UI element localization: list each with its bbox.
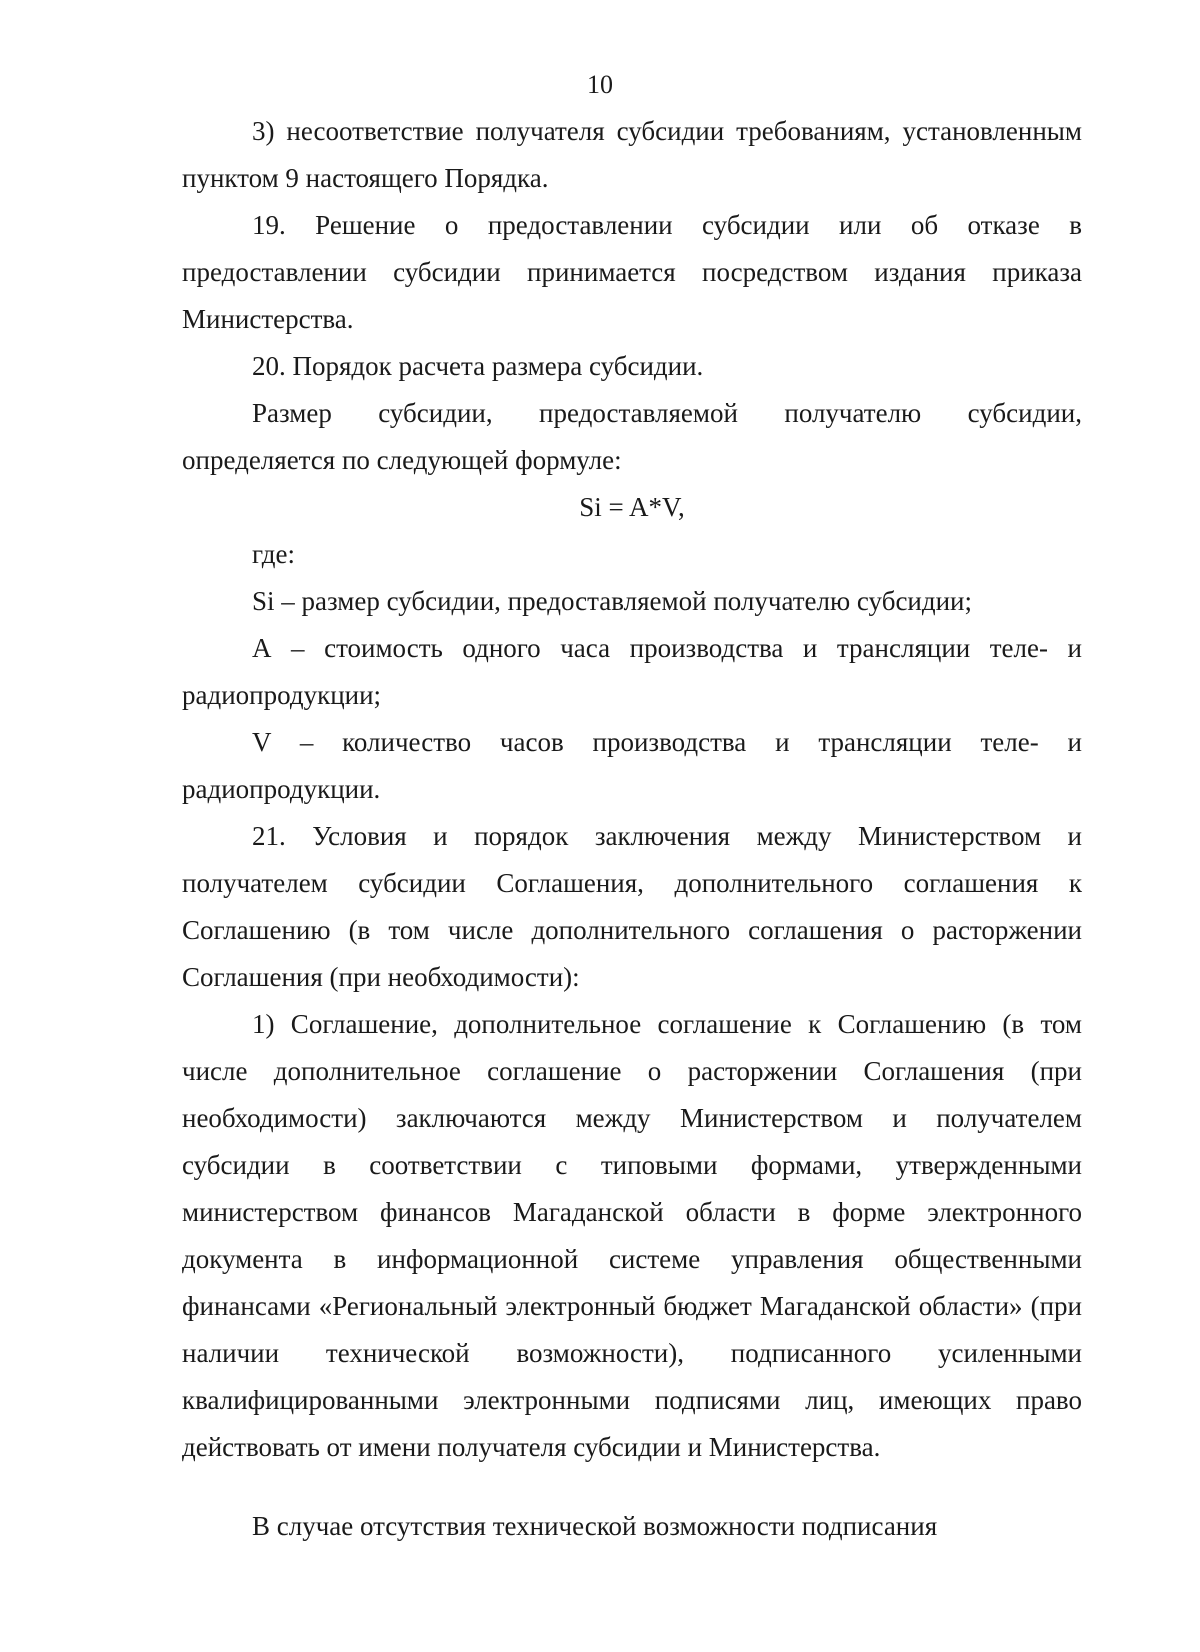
document-body: [182, 108, 1082, 1550]
definition-a: А – стоимость одного часа производства и трансляции теле- и радиопродукции;: [182, 633, 1082, 710]
definition-si: Si – размер субсидии, предоставляемой получателю субсидии;: [252, 586, 973, 616]
paragraph-item-3: 3) несоответствие получателя субсидии требованиям, установленным пунктом 9 настоящего Порядка.: [182, 116, 1082, 193]
paragraph-20: 20. Порядок расчета размера субсидии.: [252, 351, 704, 381]
paragraph-last: В случае отсутствия технической возможности подписания: [252, 1511, 938, 1541]
page-number: 10: [587, 70, 613, 99]
paragraph-19: 19. Решение о предоставлении субсидии или об отказе в предоставлении субсидии принимается посредством издания приказа Министерства.: [182, 210, 1082, 334]
paragraph-gap: [182, 1471, 1082, 1503]
formula: Si = A*V,: [579, 492, 685, 522]
paragraph-21: 21. Условия и порядок заключения между Министерством и получателем субсидии Соглашения, дополнительного соглашения к Соглашению (в том числе дополнительного соглашения о расторжении Соглашения (при необходимости):: [182, 821, 1082, 992]
definition-v: V – количество часов производства и трансляции теле- и радиопродукции.: [182, 727, 1082, 804]
paragraph-21-item-1: 1) Соглашение, дополнительное соглашение к Соглашению (в том числе дополнительное соглашение о расторжении Соглашения (при необходимости) заключаются между Министерством и получателем субсидии в соответствии с типовыми формами, утвержденными министерством финансов Магаданской области в форме электронного документа в информационной системе управления общественными финансами «Региональный электронный бюджет Магаданской области» (при наличии технической возможности), подписанного усиленными квалифицированными электронными подписями лиц, имеющих право действовать от имени получателя субсидии и Министерства.: [182, 1009, 1082, 1462]
where-label: где:: [252, 539, 295, 569]
paragraph-20-size: Размер субсидии, предоставляемой получателю субсидии, определяется по следующей формуле:: [182, 398, 1082, 475]
